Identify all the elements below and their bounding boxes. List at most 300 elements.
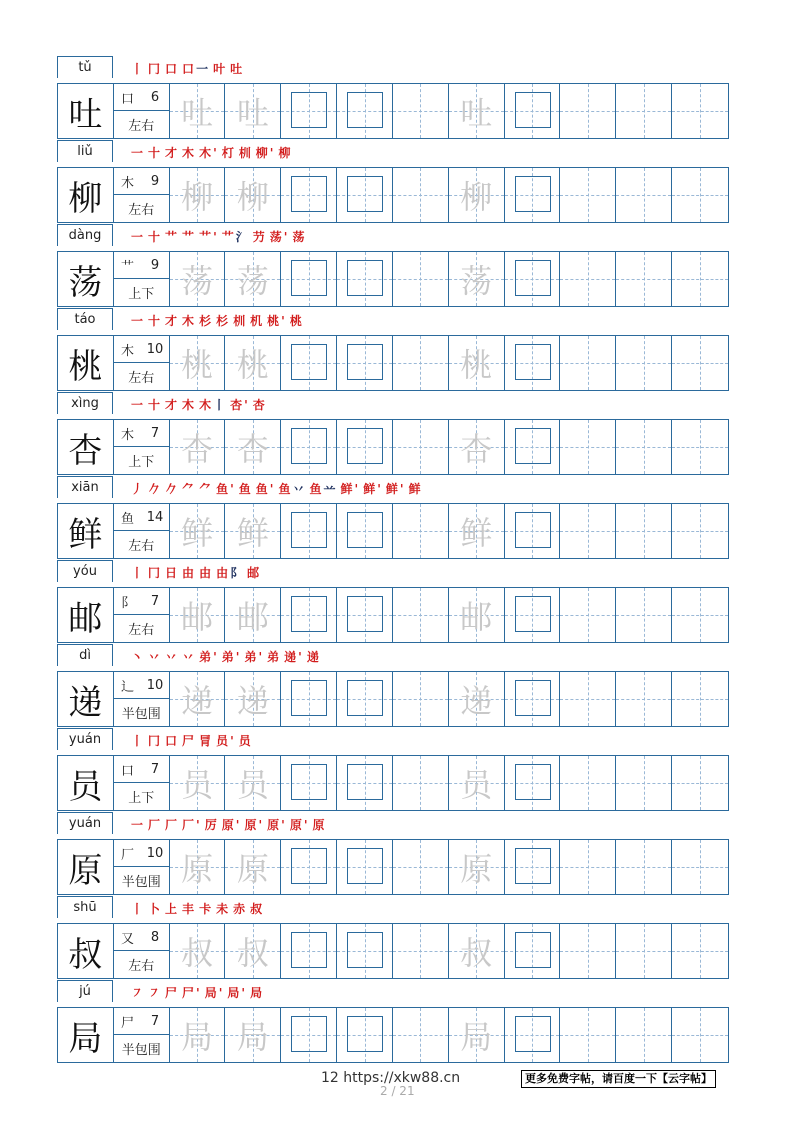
practice-cell[interactable] — [225, 252, 281, 306]
stroke-step: 丶 — [131, 650, 146, 664]
char-info — [114, 420, 170, 474]
practice-cell[interactable] — [337, 420, 393, 474]
writing-box — [291, 428, 327, 464]
model-character: 原 — [58, 840, 114, 894]
stroke-step: 鲜 — [408, 482, 423, 496]
structure: 上下 — [128, 287, 155, 302]
practice-cell[interactable] — [337, 672, 393, 726]
practice-cell[interactable] — [505, 924, 561, 978]
writing-box — [291, 176, 327, 212]
footer-url[interactable]: 12 https://xkw88.cn — [321, 1070, 461, 1086]
practice-cell[interactable] — [505, 504, 561, 558]
practice-cell[interactable] — [616, 504, 672, 558]
writing-box — [347, 512, 383, 548]
trace-character: 原 — [460, 850, 493, 888]
practice-cell[interactable] — [170, 84, 226, 138]
radical: 阝 — [121, 595, 135, 611]
practice-cell[interactable] — [170, 924, 226, 978]
practice-cell[interactable] — [505, 168, 561, 222]
stroke-order — [131, 226, 310, 248]
pinyin-label: dàng — [57, 224, 113, 246]
stroke-count: 9 — [150, 257, 160, 273]
writing-box — [291, 92, 327, 128]
practice-cell[interactable] — [672, 336, 728, 390]
pinyin-label: yuán — [57, 728, 113, 750]
practice-cell[interactable] — [281, 168, 337, 222]
stroke-step: 局' — [204, 986, 225, 1000]
practice-cell[interactable] — [449, 504, 505, 558]
practice-row — [57, 587, 729, 643]
stroke-step: 厂' — [182, 818, 202, 832]
practice-cell[interactable] — [225, 336, 281, 390]
stroke-step: 叔 — [250, 902, 265, 916]
stroke-step: 一 — [131, 314, 146, 328]
practice-cell[interactable] — [337, 336, 393, 390]
trace-character: 递 — [236, 682, 269, 720]
writing-box — [347, 596, 383, 632]
practice-cell[interactable] — [449, 924, 505, 978]
model-character: 吐 — [58, 84, 114, 138]
practice-cell[interactable] — [449, 672, 505, 726]
practice-row — [57, 923, 729, 979]
practice-cell[interactable] — [672, 252, 728, 306]
stroke-step: 鱼 — [238, 482, 253, 496]
practice-cell[interactable] — [560, 504, 616, 558]
practice-cell[interactable] — [672, 672, 728, 726]
stroke-step: 鲜' — [363, 482, 383, 496]
stroke-step: 杉 — [199, 314, 214, 328]
stroke-step: 原' — [267, 818, 287, 832]
practice-cell[interactable] — [337, 924, 393, 978]
practice-cell[interactable] — [505, 840, 561, 894]
practice-cell[interactable] — [281, 588, 337, 642]
practice-cell[interactable] — [281, 504, 337, 558]
practice-cell[interactable] — [616, 672, 672, 726]
stroke-step: 口一 — [182, 62, 211, 76]
trace-character: 递 — [181, 682, 214, 720]
practice-cell[interactable] — [170, 252, 226, 306]
stroke-step: 木 — [182, 314, 197, 328]
practice-cell[interactable] — [672, 924, 728, 978]
pinyin-label: shū — [57, 896, 113, 918]
char-entry — [57, 812, 729, 896]
stroke-step: 上 — [165, 902, 180, 916]
practice-row — [57, 1007, 729, 1063]
practice-cell[interactable] — [281, 1008, 337, 1062]
stroke-step: 十 — [148, 314, 163, 328]
stroke-order — [131, 730, 256, 752]
stroke-step: 尸' — [182, 986, 202, 1000]
stroke-step: 尸 — [182, 734, 197, 748]
practice-cell[interactable] — [505, 588, 561, 642]
practice-cell[interactable] — [337, 588, 393, 642]
stroke-count: 7 — [150, 593, 160, 609]
practice-cell[interactable] — [170, 1008, 226, 1062]
practice-cell[interactable] — [170, 420, 226, 474]
practice-cell[interactable] — [505, 252, 561, 306]
practice-cell[interactable] — [449, 84, 505, 138]
practice-cell[interactable] — [505, 756, 561, 810]
structure: 半包围 — [121, 1043, 161, 1058]
model-character: 桃 — [58, 336, 114, 390]
page-number: 2 / 21 — [380, 1084, 415, 1098]
practice-cell[interactable] — [170, 756, 226, 810]
stroke-step: 递 — [306, 650, 321, 664]
practice-cell[interactable] — [505, 84, 561, 138]
pinyin-label: jú — [57, 980, 113, 1002]
trace-character: 桃 — [460, 346, 493, 384]
practice-row — [57, 335, 729, 391]
practice-cell[interactable] — [393, 504, 449, 558]
model-character: 邮 — [58, 588, 114, 642]
stroke-order — [131, 478, 426, 500]
practice-cell[interactable] — [505, 420, 561, 474]
stroke-step: 𠂊 — [148, 482, 163, 496]
stroke-step: 杊 — [233, 314, 248, 328]
practice-cell[interactable] — [505, 1008, 561, 1062]
practice-cell[interactable] — [393, 84, 449, 138]
trace-character: 吐 — [236, 94, 269, 132]
practice-cell[interactable] — [337, 1008, 393, 1062]
practice-cell[interactable] — [170, 504, 226, 558]
model-character: 荡 — [58, 252, 114, 306]
writing-box — [291, 596, 327, 632]
practice-cell[interactable] — [225, 504, 281, 558]
pinyin-label: xìng — [57, 392, 113, 414]
practice-cell[interactable] — [449, 252, 505, 306]
trace-character: 杏 — [236, 430, 269, 468]
char-entry — [57, 140, 729, 224]
practice-cell[interactable] — [616, 84, 672, 138]
stroke-step: 冂 — [148, 62, 163, 76]
radical: 厂 — [121, 847, 135, 863]
practice-cell[interactable] — [281, 840, 337, 894]
stroke-step: 才 — [165, 314, 180, 328]
practice-cell[interactable] — [337, 840, 393, 894]
trace-character: 荡 — [236, 262, 269, 300]
stroke-step: 荡' — [269, 230, 290, 244]
stroke-step: 杊 — [238, 146, 253, 160]
char-info — [114, 840, 170, 894]
practice-cell[interactable] — [393, 924, 449, 978]
practice-cell[interactable] — [616, 924, 672, 978]
practice-cell[interactable] — [337, 84, 393, 138]
stroke-step: 由阝 — [216, 566, 245, 580]
structure: 左右 — [128, 623, 155, 638]
writing-box — [291, 764, 327, 800]
trace-character: 柳 — [181, 178, 214, 216]
practice-cell[interactable] — [672, 756, 728, 810]
model-character: 鲜 — [58, 504, 114, 558]
stroke-count: 14 — [146, 509, 164, 525]
practice-cell[interactable] — [393, 168, 449, 222]
trace-character: 局 — [236, 1018, 269, 1056]
writing-box — [347, 344, 383, 380]
practice-cell[interactable] — [672, 84, 728, 138]
practice-cell[interactable] — [170, 840, 226, 894]
writing-box — [347, 92, 383, 128]
practice-cell[interactable] — [560, 840, 616, 894]
stroke-step: 叶 — [213, 62, 228, 76]
stroke-step: 丨 — [131, 902, 146, 916]
practice-cell[interactable] — [337, 252, 393, 306]
trace-character: 吐 — [460, 94, 493, 132]
practice-cell[interactable] — [449, 756, 505, 810]
practice-cell[interactable] — [449, 840, 505, 894]
char-entry — [57, 896, 729, 980]
trace-character: 鲜 — [181, 514, 214, 552]
practice-cell[interactable] — [616, 756, 672, 810]
practice-cell[interactable] — [560, 924, 616, 978]
stroke-step: ㇇ — [148, 986, 163, 1000]
practice-cell[interactable] — [170, 336, 226, 390]
trace-character: 原 — [181, 850, 214, 888]
radical: 尸 — [121, 1015, 135, 1031]
char-info — [114, 504, 170, 558]
stroke-step: 一 — [131, 230, 146, 244]
model-character: 局 — [58, 1008, 114, 1062]
practice-cell[interactable] — [505, 672, 561, 726]
pinyin-label: yóu — [57, 560, 113, 582]
stroke-step: 十 — [148, 146, 163, 160]
practice-row — [57, 83, 729, 139]
radical: 口 — [121, 763, 135, 779]
stroke-step: 原' — [221, 818, 242, 832]
model-character: 员 — [58, 756, 114, 810]
practice-cell[interactable] — [560, 588, 616, 642]
stroke-step: 十 — [148, 398, 163, 412]
writing-box — [291, 848, 327, 884]
radical: 辶 — [121, 679, 135, 695]
trace-character: 杏 — [460, 430, 493, 468]
stroke-step: 才 — [165, 146, 180, 160]
stroke-order — [131, 646, 324, 668]
practice-cell[interactable] — [393, 672, 449, 726]
practice-cell[interactable] — [281, 672, 337, 726]
practice-cell[interactable] — [449, 1008, 505, 1062]
practice-row — [57, 503, 729, 559]
writing-box — [515, 92, 551, 128]
practice-cell[interactable] — [393, 420, 449, 474]
practice-cell[interactable] — [337, 504, 393, 558]
practice-cell[interactable] — [393, 1008, 449, 1062]
writing-box — [515, 260, 551, 296]
trace-character: 吐 — [181, 94, 214, 132]
stroke-step: 日 — [165, 566, 180, 580]
trace-character: 递 — [460, 682, 493, 720]
practice-cell[interactable] — [505, 336, 561, 390]
writing-box — [347, 1016, 383, 1052]
practice-cell[interactable] — [281, 336, 337, 390]
practice-cell[interactable] — [281, 420, 337, 474]
model-character: 递 — [58, 672, 114, 726]
practice-cell[interactable] — [560, 84, 616, 138]
writing-box — [291, 260, 327, 296]
practice-cell[interactable] — [616, 336, 672, 390]
pinyin-label: xiān — [57, 476, 113, 498]
practice-cell[interactable] — [337, 168, 393, 222]
trace-character: 荡 — [460, 262, 493, 300]
trace-character: 邮 — [181, 598, 214, 636]
stroke-count: 10 — [146, 845, 164, 861]
stroke-count: 6 — [150, 89, 160, 105]
structure: 上下 — [128, 791, 155, 806]
practice-cell[interactable] — [170, 168, 226, 222]
stroke-step: 递' — [284, 650, 304, 664]
stroke-step: 鱼丷 — [278, 482, 307, 496]
stroke-step: 原' — [244, 818, 265, 832]
practice-cell[interactable] — [560, 756, 616, 810]
practice-cell[interactable] — [393, 588, 449, 642]
practice-cell[interactable] — [281, 756, 337, 810]
writing-box — [347, 428, 383, 464]
char-entry — [57, 224, 729, 308]
stroke-step: 艹 — [182, 230, 197, 244]
practice-cell[interactable] — [225, 420, 281, 474]
radical: 木 — [121, 175, 135, 191]
practice-cell[interactable] — [225, 1008, 281, 1062]
model-character: 柳 — [58, 168, 114, 222]
writing-box — [515, 176, 551, 212]
practice-cell[interactable] — [560, 420, 616, 474]
practice-cell[interactable] — [281, 84, 337, 138]
practice-sheet — [57, 56, 729, 1064]
practice-cell[interactable] — [672, 840, 728, 894]
writing-box — [347, 932, 383, 968]
practice-cell[interactable] — [616, 1008, 672, 1062]
practice-cell[interactable] — [560, 252, 616, 306]
trace-character: 杏 — [181, 430, 214, 468]
practice-cell[interactable] — [170, 672, 226, 726]
practice-cell[interactable] — [393, 336, 449, 390]
stroke-step: 丷 — [182, 650, 197, 664]
practice-cell[interactable] — [225, 84, 281, 138]
practice-cell[interactable] — [281, 924, 337, 978]
char-info — [114, 924, 170, 978]
stroke-step: 员' — [216, 734, 236, 748]
trace-character: 员 — [460, 766, 493, 804]
practice-cell[interactable] — [616, 840, 672, 894]
writing-box — [347, 764, 383, 800]
stroke-step: 弟' — [221, 650, 242, 664]
char-info — [114, 336, 170, 390]
trace-character: 柳 — [236, 178, 269, 216]
radical: 又 — [121, 931, 135, 947]
practice-cell[interactable] — [560, 336, 616, 390]
model-character: 杏 — [58, 420, 114, 474]
trace-character: 员 — [236, 766, 269, 804]
practice-cell[interactable] — [616, 252, 672, 306]
stroke-step: ⺈ — [182, 482, 197, 496]
stroke-order — [131, 394, 270, 416]
stroke-step: 杏' — [230, 398, 250, 412]
writing-box — [291, 1016, 327, 1052]
practice-row — [57, 167, 729, 223]
stroke-step: 由 — [199, 566, 214, 580]
model-character: 叔 — [58, 924, 114, 978]
stroke-step: 桃 — [289, 314, 304, 328]
trace-character: 局 — [460, 1018, 493, 1056]
practice-cell[interactable] — [393, 840, 449, 894]
stroke-step: 原' — [289, 818, 310, 832]
pinyin-label: dì — [57, 644, 113, 666]
practice-cell[interactable] — [225, 924, 281, 978]
practice-cell[interactable] — [672, 420, 728, 474]
writing-box — [291, 680, 327, 716]
stroke-step: 员 — [238, 734, 253, 748]
pinyin-label: yuán — [57, 812, 113, 834]
stroke-step: 柳 — [278, 146, 293, 160]
practice-cell[interactable] — [672, 504, 728, 558]
radical: 艹 — [121, 259, 135, 275]
practice-cell[interactable] — [225, 672, 281, 726]
practice-cell[interactable] — [281, 252, 337, 306]
stroke-step: 口 — [165, 734, 180, 748]
char-info — [114, 588, 170, 642]
stroke-count: 7 — [150, 425, 160, 441]
practice-cell[interactable] — [449, 588, 505, 642]
structure: 上下 — [128, 455, 155, 470]
practice-cell[interactable] — [225, 756, 281, 810]
trace-character: 鲜 — [460, 514, 493, 552]
practice-cell[interactable] — [672, 168, 728, 222]
char-info — [114, 1008, 170, 1062]
practice-cell[interactable] — [393, 756, 449, 810]
stroke-step: 杏 — [252, 398, 267, 412]
structure: 左右 — [128, 539, 155, 554]
practice-cell[interactable] — [449, 420, 505, 474]
practice-cell[interactable] — [170, 588, 226, 642]
practice-cell[interactable] — [616, 168, 672, 222]
char-entry — [57, 476, 729, 560]
stroke-step: 鱼' — [255, 482, 276, 496]
writing-box — [515, 848, 551, 884]
practice-cell[interactable] — [616, 588, 672, 642]
writing-box — [515, 1016, 551, 1052]
writing-box — [515, 680, 551, 716]
practice-cell[interactable] — [225, 840, 281, 894]
practice-cell[interactable] — [616, 420, 672, 474]
radical: 木 — [121, 343, 135, 359]
stroke-step: 弟' — [244, 650, 265, 664]
practice-cell[interactable] — [449, 336, 505, 390]
practice-cell[interactable] — [672, 588, 728, 642]
stroke-step: 木' — [199, 146, 219, 160]
stroke-order — [131, 898, 267, 920]
practice-cell[interactable] — [225, 168, 281, 222]
trace-character: 员 — [181, 766, 214, 804]
pinyin-label: tǔ — [57, 56, 113, 78]
practice-cell[interactable] — [672, 1008, 728, 1062]
stroke-count: 10 — [146, 677, 164, 693]
stroke-step: 一 — [131, 146, 146, 160]
writing-box — [515, 932, 551, 968]
practice-cell[interactable] — [225, 588, 281, 642]
trace-character: 邮 — [236, 598, 269, 636]
stroke-step: 弟' — [199, 650, 219, 664]
practice-cell[interactable] — [560, 168, 616, 222]
practice-cell[interactable] — [393, 252, 449, 306]
practice-cell[interactable] — [560, 672, 616, 726]
practice-cell[interactable] — [337, 756, 393, 810]
practice-cell[interactable] — [560, 1008, 616, 1062]
stroke-step: 朾 — [221, 146, 236, 160]
radical: 木 — [121, 427, 135, 443]
char-entry — [57, 980, 729, 1064]
stroke-step: 赤 — [233, 902, 248, 916]
practice-cell[interactable] — [449, 168, 505, 222]
stroke-step: 芀 — [252, 230, 267, 244]
